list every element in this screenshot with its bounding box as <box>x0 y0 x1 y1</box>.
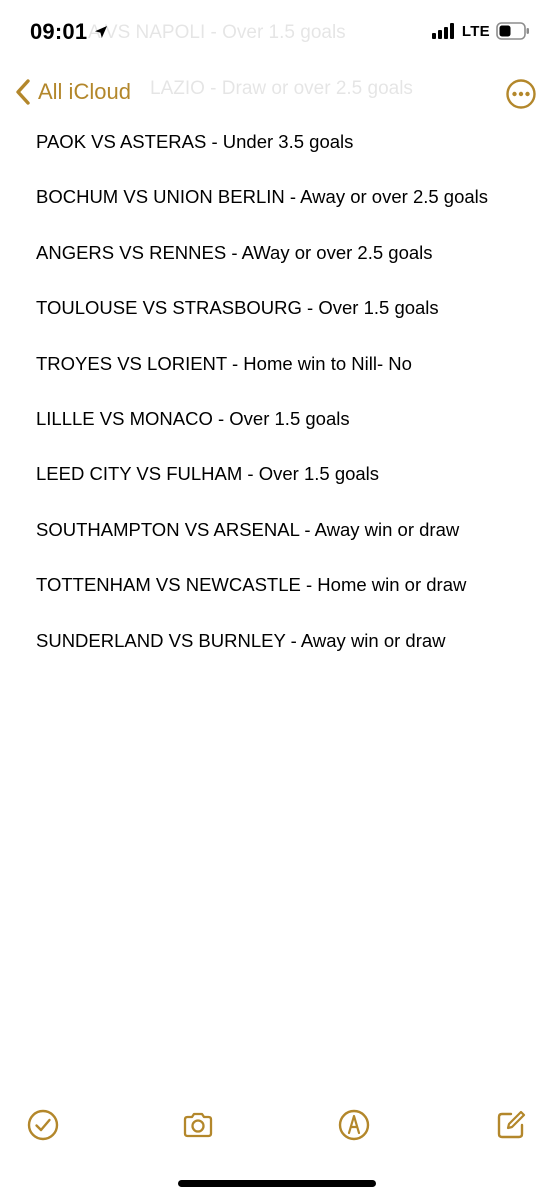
navigation-bar <box>0 70 554 120</box>
note-line[interactable]: TOTTENHAM VS NEWCASTLE - Home win or draw <box>36 574 467 596</box>
location-arrow-icon <box>93 24 109 40</box>
compose-button[interactable] <box>494 1108 528 1142</box>
scrolled-ghost-text: A VS NAPOLI - Over 1.5 goals <box>88 22 346 43</box>
note-line[interactable]: LEED CITY VS FULHAM - Over 1.5 goals <box>36 463 380 485</box>
note-line[interactable]: SUNDERLAND VS BURNLEY - Away win or draw <box>36 629 446 651</box>
more-ellipsis-icon <box>505 78 537 110</box>
status-bar <box>0 0 554 60</box>
signal-bars-icon <box>432 23 456 39</box>
battery-icon <box>496 22 530 40</box>
note-line[interactable]: PAOK VS ASTERAS - Under 3.5 goals <box>36 131 354 152</box>
checklist-icon <box>26 1108 60 1142</box>
note-body[interactable] <box>36 130 536 684</box>
more-button[interactable] <box>505 78 537 110</box>
note-line[interactable]: SOUTHAMPTON VS ARSENAL - Away win or draw <box>36 518 460 540</box>
camera-icon <box>181 1108 215 1142</box>
checklist-button[interactable] <box>26 1108 60 1142</box>
back-button[interactable] <box>14 78 131 106</box>
status-time: 09:01 <box>30 19 88 44</box>
markup-icon <box>337 1108 371 1142</box>
markup-button[interactable] <box>337 1108 371 1142</box>
chevron-left-icon <box>14 78 32 106</box>
status-time-group <box>30 19 109 45</box>
note-line[interactable]: TOULOUSE VS STRASBOURG - Over 1.5 goals <box>36 297 439 319</box>
note-line[interactable]: LILLLE VS MONACO - Over 1.5 goals <box>36 407 350 429</box>
compose-icon <box>494 1108 528 1142</box>
back-button-label: All iCloud <box>38 79 131 104</box>
home-indicator[interactable] <box>178 1180 376 1187</box>
note-line[interactable]: BOCHUM VS UNION BERLIN - Away or over 2.5 goals <box>36 186 489 208</box>
note-line[interactable]: TROYES VS LORIENT - Home win to Nill- No <box>36 352 412 374</box>
network-type: LTE <box>461 22 490 40</box>
camera-button[interactable] <box>181 1108 215 1142</box>
bottom-toolbar <box>0 1100 554 1150</box>
status-indicators <box>432 22 530 40</box>
note-line[interactable]: ANGERS VS RENNES - AWay or over 2.5 goals <box>36 241 433 263</box>
scrolled-ghost-text: LAZIO - Draw or over 2.5 goals <box>150 78 413 99</box>
